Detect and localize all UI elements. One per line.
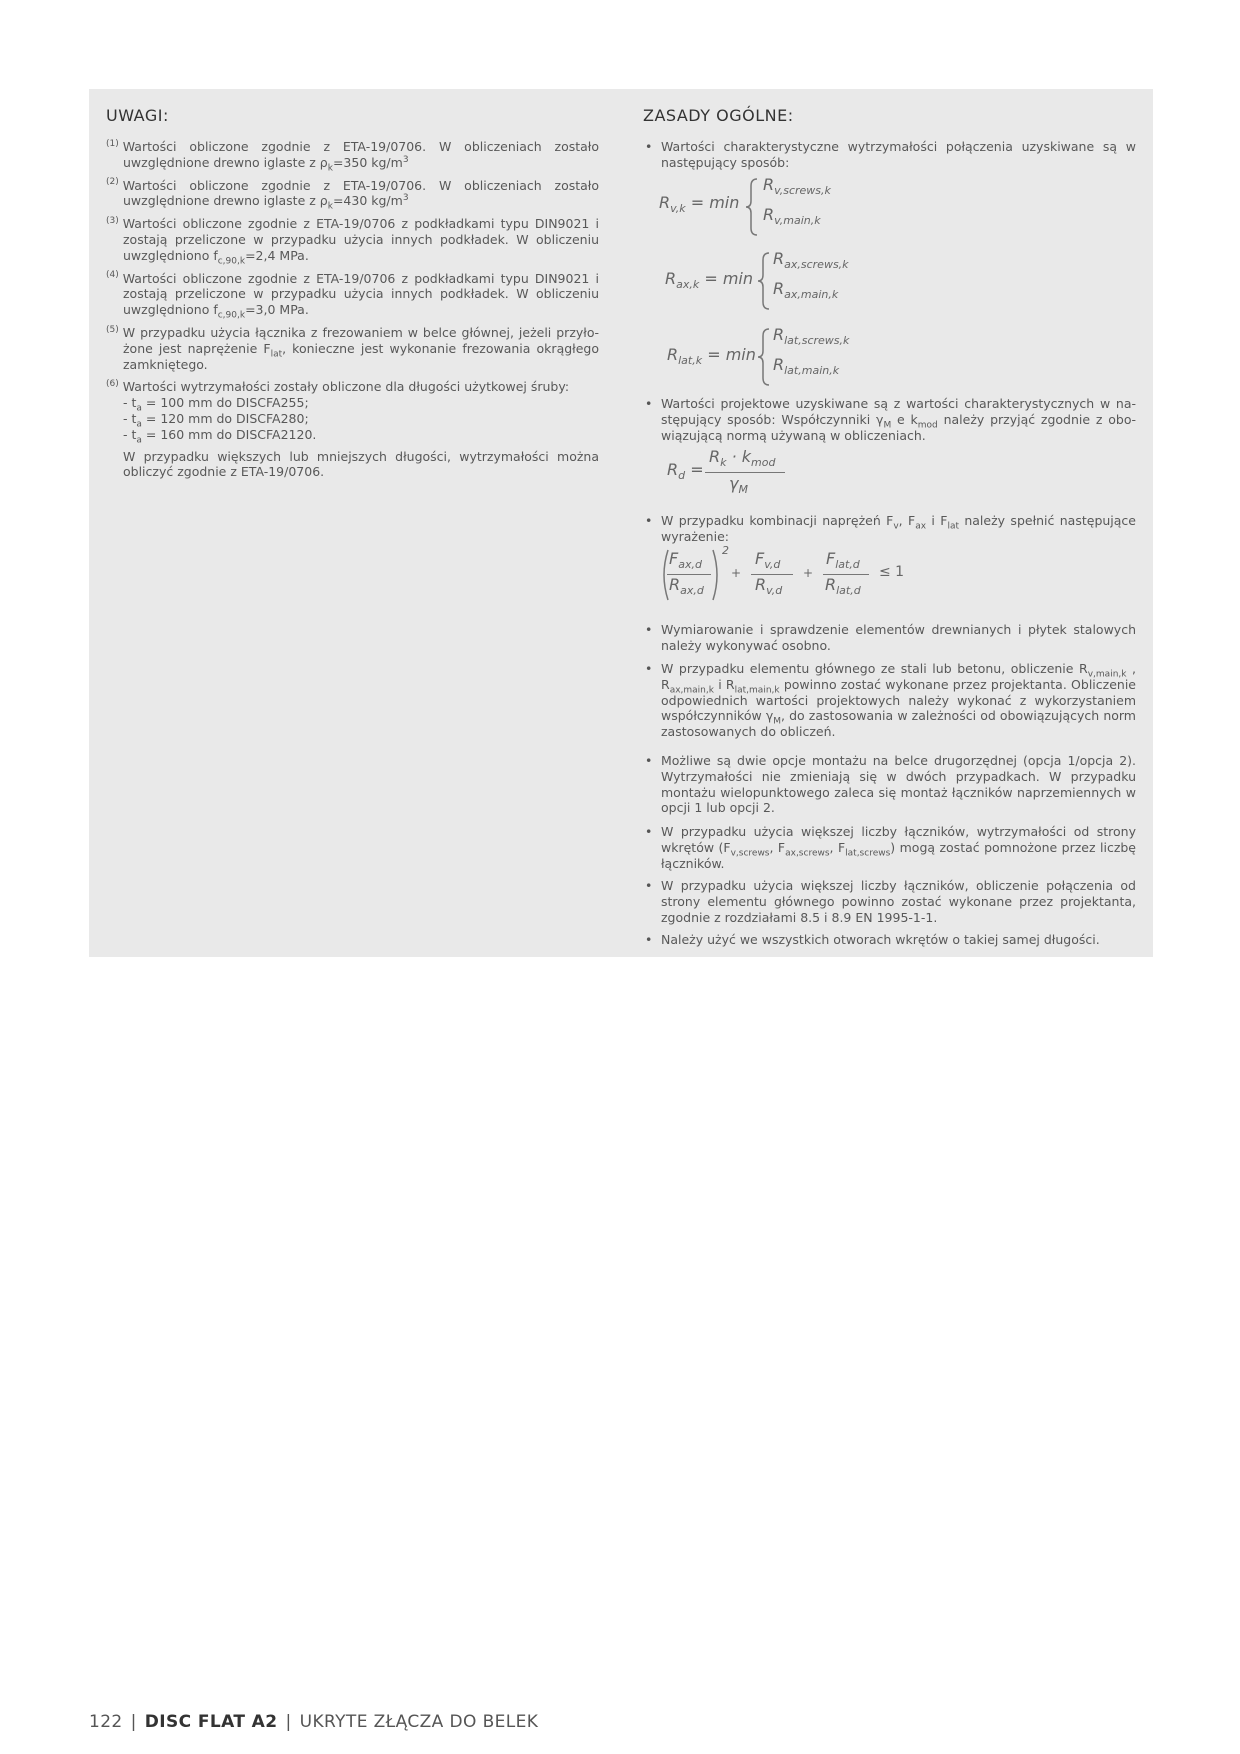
note-sub: k [327, 201, 333, 212]
formula-denominator: $\gamma_M$ [729, 474, 748, 496]
length-item: - $t_a = 120$ mm do DISCFA280; [123, 410, 309, 430]
note-sub: c,90,k [217, 256, 246, 267]
note-text: Wartości obliczone zgodnie z ETA-19/0706 z podkładkami typu DIN9021 i zostają przeliczone w przypadku użycia innych podkładek. W obliczeniu uwzględniono f [122, 270, 599, 318]
note-text: =350 kg/m [332, 154, 403, 170]
notes-panel [89, 89, 1153, 957]
notes-list [106, 139, 599, 487]
paren-left-icon [659, 549, 669, 601]
note-number: (3) [106, 216, 119, 227]
zasady-heading: ZASADY OGÓLNE: [643, 106, 794, 125]
formula-lhs: $R_{v,k} = \min$ [659, 193, 740, 215]
formula-option-main: $R_{v,main,k}$ [763, 205, 821, 227]
note-text: =2,4 MPa. [245, 247, 309, 263]
term3-numerator: $F_{lat,d}$ [826, 549, 860, 571]
note-1 [106, 138, 599, 174]
exponent: 2 [722, 544, 729, 557]
formula-rlatk [667, 327, 967, 389]
note-4 [106, 270, 599, 321]
term1-denominator: $R_{ax,d}$ [669, 575, 704, 597]
note-text: Wartości obliczone zgodnie z ETA-19/0706. W obliczeniach zostało uwzględnione drewno iglaste z ρ [122, 177, 599, 209]
note-number: (5) [106, 324, 119, 335]
term2-denominator: $R_{v,d}$ [755, 575, 783, 597]
plus-sign: + [803, 566, 814, 580]
formula-option-screws: $R_{v,screws,k}$ [763, 175, 831, 197]
formula-numerator: $R_k \cdot k_{mod}$ [709, 447, 776, 469]
uwagi-heading: UWAGI: [106, 106, 169, 125]
page-footer [89, 1712, 538, 1732]
rule-characteristic [643, 139, 1136, 171]
formula-rd [667, 449, 867, 499]
product-name: DISC FLAT A2 [144, 1712, 278, 1732]
rule-same-length: • Należy użyć we wszystkich otworach wkrętów o takiej samej długości. [643, 932, 1136, 948]
term3-denominator: $R_{lat,d}$ [825, 575, 861, 597]
formula-lhs: $R_d$ = [667, 460, 704, 482]
formula-option-main: $R_{lat,main,k}$ [773, 355, 840, 377]
rule-text: Wartości charakterystyczne wytrzymałości połączenia uzyskiwane są w następujący sposób: [661, 139, 1136, 170]
brace-icon [757, 251, 771, 311]
note-3 [106, 216, 599, 267]
section-title: UKRYTE ZŁĄCZA DO BELEK [299, 1712, 539, 1732]
rule-design-values: • Wartości projektowe uzyskiwane są z wartości charakterystycznych w następujący sposób: Współczynniki $\gamma_M$ e $k_{mod}$ należy przyjąć zgodnie z obowiązującą normą używaną w obliczeniach. [643, 396, 1136, 443]
length-item: - $t_a = 100$ mm do DISCFA255; [123, 395, 309, 414]
formula-lhs: $R_{ax,k} = \min$ [665, 269, 753, 291]
note-sub: k [327, 163, 333, 174]
paren-right-icon [712, 549, 722, 601]
term1-numerator: $F_{ax,d}$ [669, 549, 702, 571]
note-number: (4) [106, 270, 119, 281]
rule-steel-concrete: • W przypadku elementu głównego ze stali lub betonu, obliczenie $R_{v,main,k}$ , $R_{ax,main,k}$ i $R_{lat,main,k}$ powinno zostać wykonane przez projektanta. Obliczenie odpowiednich wartości projektowych należy wykonać z wykorzystaniem współczynników $\gamma_M$, do zastosowania w zależności od obowiązujących norm zastosowanych do obliczeń. [643, 661, 1136, 740]
rule-multiple-fasteners: • W przypadku użycia większej liczby łączników, wytrzymałości od strony wkrętów ($F_{v,screws}$, $F_{ax,screws}$, $F_{lat,screws}$) mogą zostać pomnożone przez liczbę łączników. [643, 824, 1136, 871]
note-text: Wartości obliczone zgodnie z ETA-19/0706. W obliczeniach zostało uwzględnione drewno iglaste z ρ [122, 139, 599, 170]
rules-list [643, 139, 1136, 949]
note-text: Wartości wytrzymałości zostały obliczone dla długości użytkowej śruby: [122, 379, 570, 395]
formula-rvk [659, 177, 959, 239]
note-text: , konieczne jest wykonanie frezowania okrągłego zamkniętego. [123, 340, 599, 372]
note-number: (2) [106, 177, 119, 188]
term2-numerator: $F_{v,d}$ [755, 549, 781, 571]
note-number: (6) [106, 379, 119, 390]
note-text: =430 kg/m [332, 193, 403, 209]
note-sup: 3 [402, 154, 409, 165]
note-sub: lat [270, 349, 283, 360]
rule-main-element: • W przypadku użycia większej liczby łączników, obliczenie połączenia od strony elementu głównego powinno zostać wykonane przez projektanta, zgodnie z rozdziałami 8.5 i 8.9 EN 1995-1-1. [643, 878, 1136, 925]
formula-option-main: $R_{ax,main,k}$ [773, 279, 839, 301]
relation: ≤ 1 [879, 564, 905, 580]
page-number: 122 [89, 1712, 123, 1732]
note-text: =3,0 MPa. [245, 302, 309, 318]
formula-option-screws: $R_{ax,screws,k}$ [773, 249, 849, 271]
formula-raxk [665, 251, 965, 313]
note-6 [106, 379, 599, 480]
note-5 [106, 325, 599, 372]
separator: | [285, 1712, 292, 1732]
formula-lhs: $R_{lat,k} = \min$ [667, 345, 756, 367]
brace-icon [757, 327, 771, 387]
rule-combination: • W przypadku kombinacji naprężeń $F_v$, $F_{ax}$ i $F_{lat}$ należy spełnić następujące wyrażenie: [643, 513, 1136, 545]
separator: | [130, 1712, 137, 1732]
fraction-line [705, 472, 785, 473]
note-2 [106, 178, 599, 210]
note-extra-text: W przypadku większych lub mniejszych długości, wytrzymałości można obliczyć zgodnie z ETA-19/0706. [123, 448, 599, 480]
formula-interaction [659, 545, 919, 605]
note-text: Wartości obliczone zgodnie z ETA-19/0706 z podkładkami typu DIN9021 i zostają przeliczone w przypadku użycia innych podkładek. W obliczeniu uwzględniono f [122, 216, 599, 263]
note-text: W przypadku użycia łącznika z frezowaniem w belce głównej, jeżeli przyłożone jest naprężenie F [122, 324, 599, 356]
note-number: (1) [106, 138, 119, 149]
formula-option-screws: $R_{lat,screws,k}$ [773, 325, 850, 347]
note-sup: 3 [402, 193, 409, 204]
note-sub: c,90,k [217, 310, 246, 321]
brace-icon [745, 177, 759, 237]
rule-dimensioning: • Wymiarowanie i sprawdzenie elementów drewnianych i płytek stalowych należy wykonywać osobno. [643, 622, 1136, 654]
length-item: - $t_a = 160$ mm do DISCFA2120. [123, 426, 317, 446]
plus-sign: + [731, 566, 742, 580]
rule-mounting-options: • Możliwe są dwie opcje montażu na belce drugorzędnej (opcja 1/opcja 2). Wytrzymałości nie zmieniają się w dwóch przypadkach. W przypadku montażu wielopunktowego zaleca się montaż łączników naprzemiennych w opcji 1 lub opcji 2. [643, 753, 1136, 816]
